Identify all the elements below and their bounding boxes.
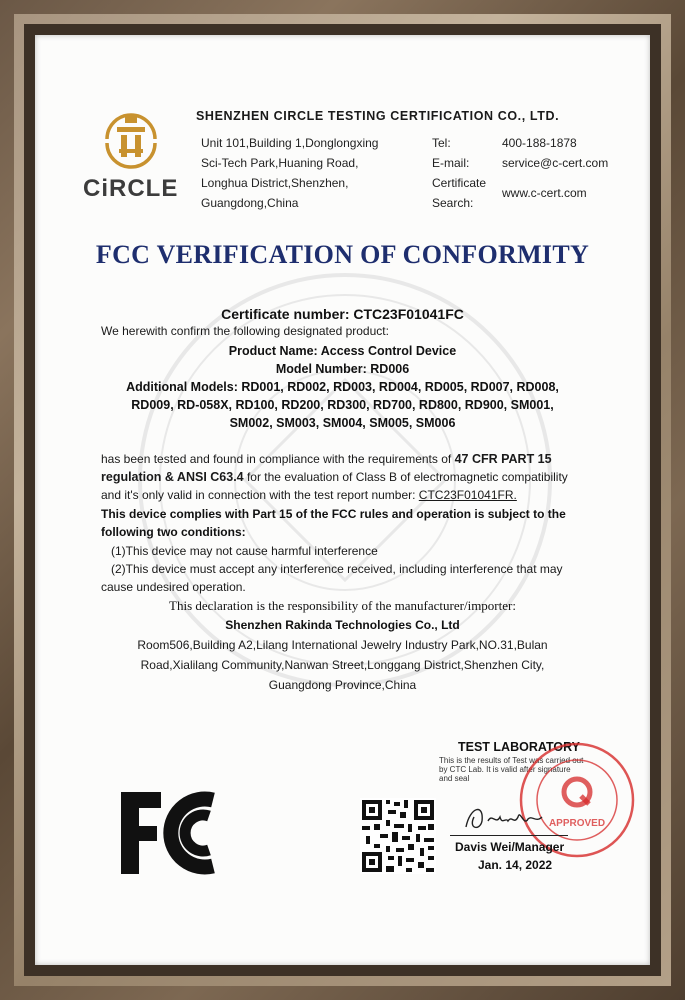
document-title: FCC VERIFICATION OF CONFORMITY (95, 240, 590, 269)
fcc-logo-icon (117, 788, 229, 878)
signature-line (450, 835, 568, 836)
compliance-standard: regulation & ANSI C63.4 (101, 470, 244, 484)
address-line: Longhua District,Shenzhen, (201, 176, 349, 190)
certificate-number: Certificate number: CTC23F01041FC (221, 306, 464, 322)
condition-item: cause undesired operation. (101, 580, 246, 594)
compliance-line (101, 452, 552, 466)
report-number: CTC23F01041FR. (418, 488, 517, 502)
signed-date: Jan. 14, 2022 (478, 858, 553, 872)
company-address (201, 133, 378, 213)
additional-models: SM002, SM003, SM004, SM005, SM006 (229, 416, 456, 430)
compliance-line (101, 470, 568, 484)
lab-note-line: by CTC Lab. It is valid after signature (439, 765, 571, 774)
circle-logo-icon (99, 109, 163, 171)
model-number: Model Number: RD006 (275, 362, 410, 376)
stamp-label: APPROVED (548, 818, 606, 829)
compliance-text: has been tested and found in compliance with the requirements of (101, 452, 455, 466)
email-value[interactable]: service@c-cert.com (502, 156, 609, 170)
address-line: Guangdong,China (201, 196, 299, 210)
compliance-text: for the evaluation of Class B of electromagnetic compatibility (243, 470, 568, 484)
lab-note-line: This is the results of Test was carried out (439, 756, 584, 765)
contact-labels (432, 133, 486, 213)
product-name: Product Name: Access Control Device (228, 344, 457, 358)
lab-note-line: and seal (439, 774, 470, 783)
manufacturer-name: Shenzhen Rakinda Technologies Co., Ltd (225, 618, 460, 632)
address-line: Unit 101,Building 1,Donglongxing (201, 136, 379, 150)
email-label: E-mail: (432, 156, 470, 170)
condition-item: (2)This device must accept any interference received, including interference that may (111, 562, 563, 576)
condition-item: (1)This device may not cause harmful interference (111, 544, 378, 558)
declaration-text: This declaration is the responsibility of the manufacturer/importer: (169, 598, 516, 613)
qr-code-icon[interactable] (360, 798, 436, 874)
address-line: Room506,Building A2,Lilang International Jewelry Industry Park,NO.31,Bulan (137, 638, 548, 652)
compliance-text: and it's only valid in connection with the test report number: (101, 488, 419, 502)
signature (460, 799, 560, 835)
signature-icon (460, 799, 560, 835)
contact-values (502, 133, 608, 203)
compliance-line (101, 488, 517, 502)
signer-name: Davis Wei/Manager (455, 840, 565, 854)
logo-name: CiRCLE (83, 175, 179, 202)
manufacturer-address (35, 635, 650, 695)
conditions-heading: following two conditions: (101, 525, 246, 539)
additional-models: Additional Models: RD001, RD002, RD003, RD004, RD005, RD007, RD008, (126, 380, 559, 394)
tel-label: Tel: (432, 136, 451, 150)
certificate-paper (35, 35, 650, 965)
additional-models: RD009, RD-058X, RD100, RD200, RD300, RD700, RD800, RD900, SM001, (131, 398, 554, 412)
tel-value: 400-188-1878 (502, 136, 577, 150)
lab-heading: TEST LABORATORY (458, 740, 580, 754)
intro-text: We herewith confirm the following designated product: (101, 324, 389, 338)
company-name: SHENZHEN CIRCLE TESTING CERTIFICATION CO., LTD. (196, 109, 560, 123)
address-line: Guangdong Province,China (268, 678, 417, 692)
address-line: Road,Xialilang Community,Nanwan Street,Longgang District,Shenzhen City, (140, 658, 545, 672)
search-label: Search: (432, 196, 474, 210)
compliance-standard: 47 CFR PART 15 (454, 452, 552, 466)
address-line: Sci-Tech Park,Huaning Road, (201, 156, 359, 170)
website-link[interactable]: www.c-cert.com (502, 186, 587, 200)
conditions-heading: This device complies with Part 15 of the FCC rules and operation is subject to the (101, 507, 566, 521)
search-label: Certificate (432, 176, 487, 190)
